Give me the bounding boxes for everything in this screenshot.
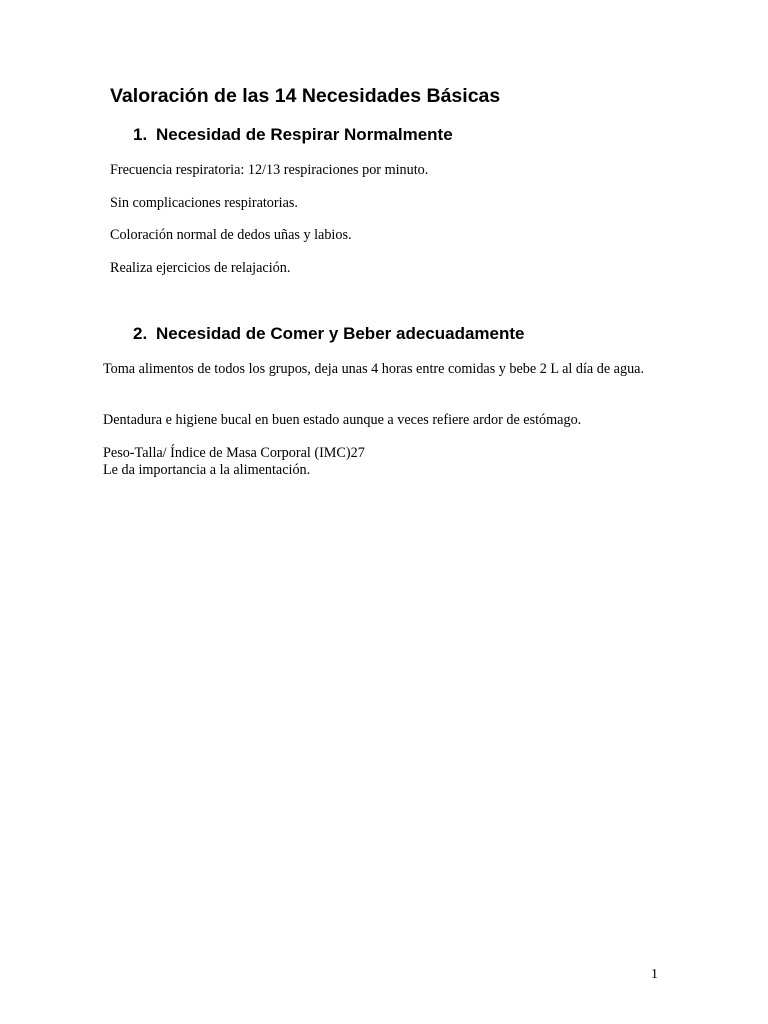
paragraph-dental-hygiene: Dentadura e higiene bucal en buen estado aunque a veces refiere ardor de estómago. xyxy=(103,412,582,428)
paragraph-importance: Le da importancia a la alimentación. xyxy=(103,462,311,478)
section-heading-1 xyxy=(133,124,453,146)
paragraph-no-complications: Sin complicaciones respiratorias. xyxy=(110,195,298,211)
section-number-2: 2. xyxy=(133,324,148,343)
paragraph-coloration: Coloración normal de dedos uñas y labios. xyxy=(110,227,352,243)
paragraph-respiratory-rate: Frecuencia respiratoria: 12/13 respiraciones por minuto. xyxy=(110,162,429,178)
paragraph-relaxation: Realiza ejercicios de relajación. xyxy=(110,260,291,276)
paragraph-food-groups: Toma alimentos de todos los grupos, deja unas 4 horas entre comidas y bebe 2 L al día de agua. xyxy=(103,361,645,377)
section-number-1: 1. xyxy=(133,125,148,144)
paragraph-bmi: Peso-Talla/ Índice de Masa Corporal (IMC)27 xyxy=(103,445,365,461)
document-title: Valoración de las 14 Necesidades Básicas xyxy=(110,85,501,107)
section-heading-2 xyxy=(133,323,524,345)
page-number: 1 xyxy=(651,967,658,982)
section-title-1: Necesidad de Respirar Normalmente xyxy=(156,125,453,144)
section-title-2: Necesidad de Comer y Beber adecuadamente xyxy=(156,324,525,343)
